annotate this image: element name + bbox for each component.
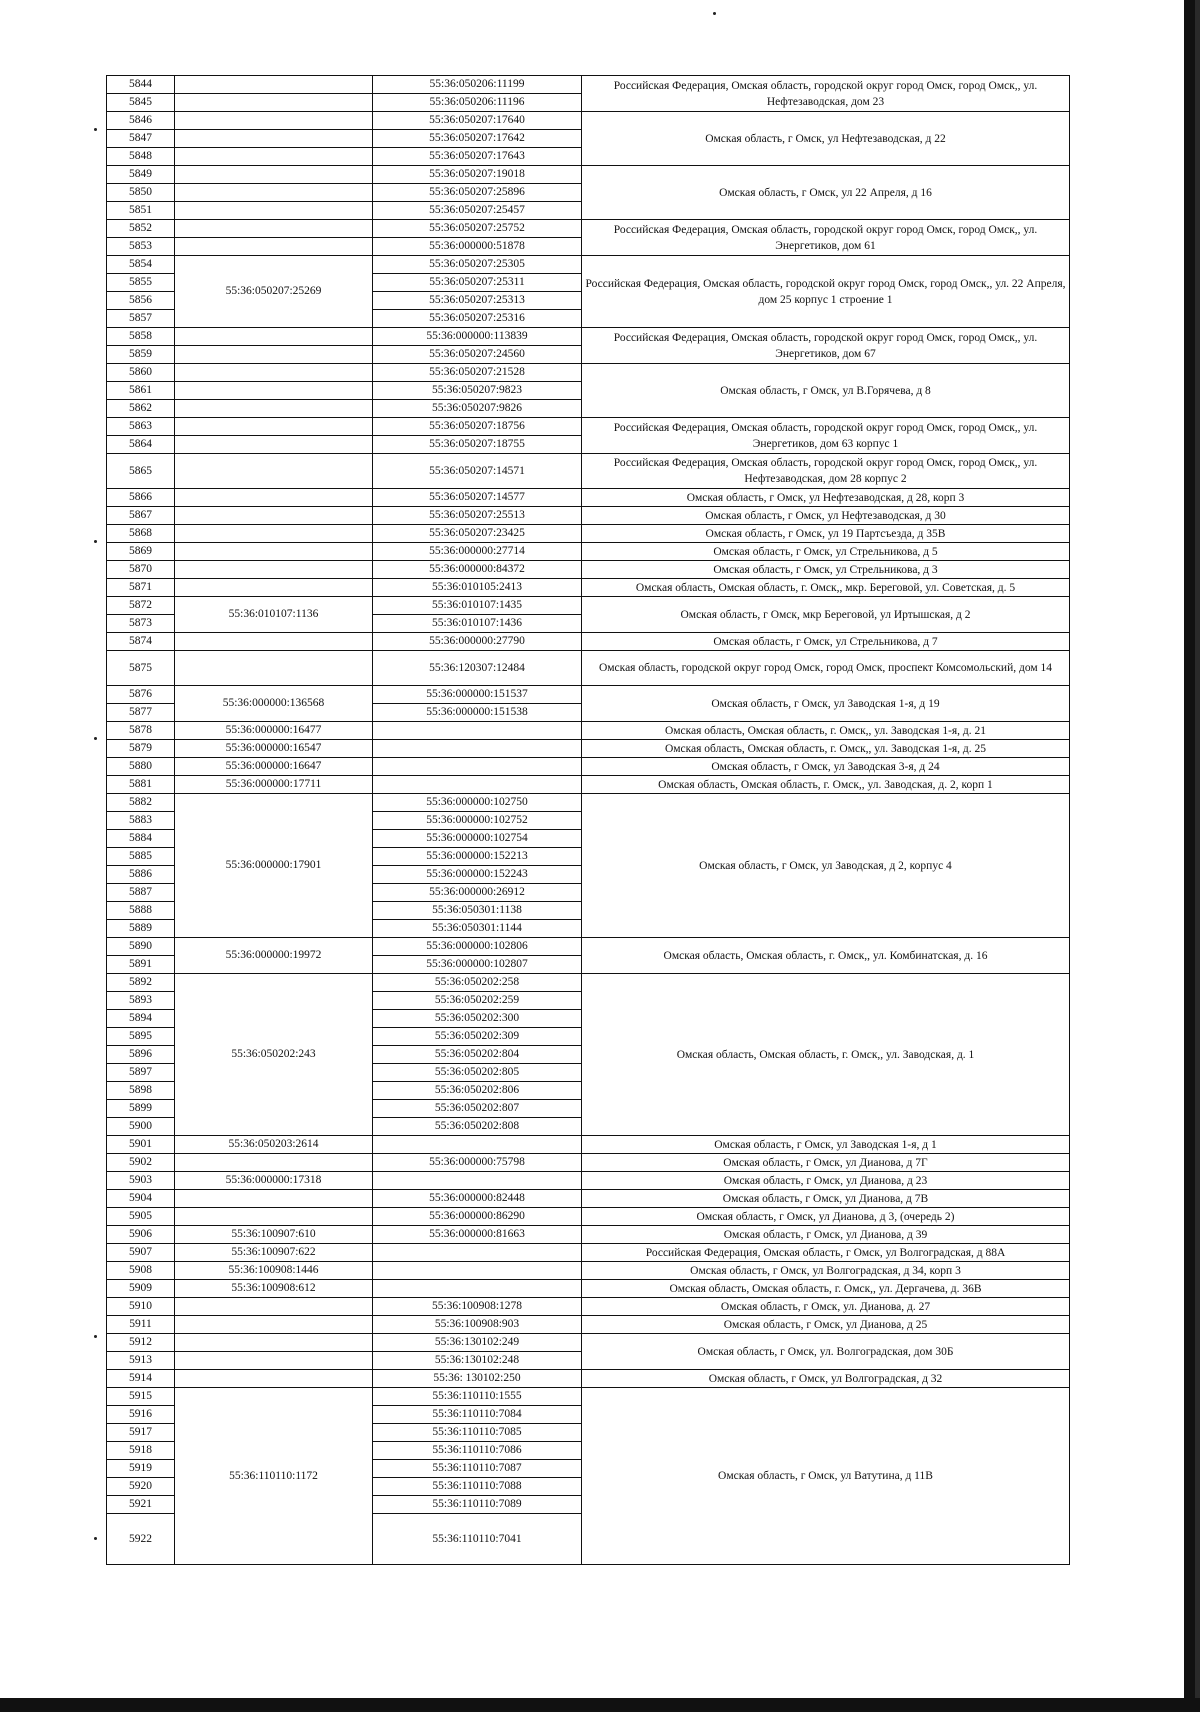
table-row [107,794,1070,812]
cadastral-number: 55:36:110110:7088 [373,1478,582,1496]
address-cell: Омская область, г Омск, ул. Волгоградская, дом 30Б [582,1334,1070,1370]
row-number: 5855 [107,274,175,292]
address-cell: Омская область, г Омск, ул Дианова, д 3, (очередь 2) [582,1208,1070,1226]
parent-cadastral-cell [175,94,373,112]
parent-cadastral-cell [175,76,373,94]
table-row [107,220,1070,238]
parent-cadastral-cell [175,1316,373,1334]
table-row [107,579,1070,597]
table-row [107,722,1070,740]
parent-cadastral-cell [175,1352,373,1370]
row-number: 5874 [107,633,175,651]
address-cell: Омская область, г Омск, ул Заводская 1-я, д 19 [582,686,1070,722]
cadastral-number: 55:36:000000:26912 [373,884,582,902]
row-number: 5908 [107,1262,175,1280]
cadastral-number: 55:36:050301:1144 [373,920,582,938]
row-number: 5888 [107,902,175,920]
row-number: 5901 [107,1136,175,1154]
row-number: 5917 [107,1424,175,1442]
row-number: 5861 [107,382,175,400]
cadastral-number: 55:36:050202:806 [373,1082,582,1100]
parent-cadastral-cell [175,202,373,220]
address-cell: Омская область, г Омск, ул Волгоградская, д 32 [582,1370,1070,1388]
row-number: 5885 [107,848,175,866]
cadastral-number: 55:36:000000:113839 [373,328,582,346]
cadastral-number: 55:36:110110:1555 [373,1388,582,1406]
row-number: 5853 [107,238,175,256]
cadastral-number: 55:36:050207:18756 [373,418,582,436]
parent-cadastral-cell [175,130,373,148]
row-number: 5848 [107,148,175,166]
row-number: 5856 [107,292,175,310]
scan-speck [94,1537,97,1540]
address-cell: Омская область, г Омск, ул Дианова, д 7В [582,1190,1070,1208]
address-cell: Омская область, г Омск, ул. Дианова, д. 27 [582,1298,1070,1316]
row-number: 5869 [107,543,175,561]
parent-cadastral-cell [175,1190,373,1208]
cadastral-number: 55:36:000000:102806 [373,938,582,956]
address-cell: Омская область, г Омск, ул 22 Апреля, д 16 [582,166,1070,220]
parent-cadastral-cell [175,1334,373,1352]
cadastral-number: 55:36:050207:25311 [373,274,582,292]
row-number: 5849 [107,166,175,184]
row-number: 5871 [107,579,175,597]
parent-cadastral-cell [175,507,373,525]
row-number: 5905 [107,1208,175,1226]
cadastral-number: 55:36:120307:12484 [373,651,582,686]
row-number: 5873 [107,615,175,633]
address-cell: Омская область, Омская область, г. Омск,, ул. Дергачева, д. 36В [582,1280,1070,1298]
row-number: 5921 [107,1496,175,1514]
cadastral-number: 55:36:050202:259 [373,992,582,1010]
row-number: 5915 [107,1388,175,1406]
table-row [107,328,1070,346]
parent-cadastral-cell [175,364,373,382]
row-number: 5865 [107,454,175,489]
address-cell: Российская Федерация, Омская область, городской округ город Омск, город Омск,, ул. Нефтезаводская, дом 28 корпус 2 [582,454,1070,489]
table-row [107,364,1070,382]
cadastral-number: 55:36:050207:25457 [373,202,582,220]
address-cell: Омская область, Омская область, г. Омск,, ул. Комбинатская, д. 16 [582,938,1070,974]
table-row [107,256,1070,274]
table-row [107,740,1070,758]
scan-speck [94,1335,97,1338]
cadastral-number: 55:36:000000:75798 [373,1154,582,1172]
row-number: 5898 [107,1082,175,1100]
parent-cadastral-cell: 55:36:050203:2614 [175,1136,373,1154]
row-number: 5878 [107,722,175,740]
cadastral-number: 55:36:000000:151538 [373,704,582,722]
cadastral-number [373,758,582,776]
cadastral-number: 55:36:050207:25896 [373,184,582,202]
row-number: 5880 [107,758,175,776]
table-row [107,1244,1070,1262]
row-number: 5858 [107,328,175,346]
address-cell: Омская область, г Омск, ул Нефтезаводская, д 28, корп 3 [582,489,1070,507]
table-row [107,561,1070,579]
cadastral-number: 55:36:000000:86290 [373,1208,582,1226]
cadastral-number: 55:36:000000:81663 [373,1226,582,1244]
table-row [107,1262,1070,1280]
row-number: 5846 [107,112,175,130]
scan-speck [94,128,97,131]
parent-cadastral-cell [175,543,373,561]
parent-cadastral-cell [175,148,373,166]
address-cell: Омская область, городской округ город Омск, город Омск, проспект Комсомольский, дом 14 [582,651,1070,686]
parent-cadastral-cell: 55:36:100907:610 [175,1226,373,1244]
parent-cadastral-cell: 55:36:000000:17901 [175,794,373,938]
scan-speck [713,12,716,15]
row-number: 5884 [107,830,175,848]
parent-cadastral-cell: 55:36:100907:622 [175,1244,373,1262]
parent-cadastral-cell: 55:36:000000:17711 [175,776,373,794]
address-cell: Омская область, Омская область, г. Омск,, ул. Заводская 1-я, д. 21 [582,722,1070,740]
parent-cadastral-cell [175,651,373,686]
cadastral-number: 55:36:000000:27790 [373,633,582,651]
cadastral-number: 55:36:000000:151537 [373,686,582,704]
cadastral-number: 55:36:050202:804 [373,1046,582,1064]
cadastral-number: 55:36:050207:25305 [373,256,582,274]
table-row [107,597,1070,615]
cadastral-number: 55:36:000000:152213 [373,848,582,866]
cadastral-number: 55:36:110110:7085 [373,1424,582,1442]
cadastral-number: 55:36:000000:102752 [373,812,582,830]
parent-cadastral-cell: 55:36:100908:612 [175,1280,373,1298]
parent-cadastral-cell: 55:36:110110:1172 [175,1388,373,1565]
row-number: 5911 [107,1316,175,1334]
cadastral-number [373,1280,582,1298]
cadastral-number: 55:36:050207:14571 [373,454,582,489]
parent-cadastral-cell: 55:36:100908:1446 [175,1262,373,1280]
address-cell: Омская область, Омская область, г. Омск,, мкр. Береговой, ул. Советская, д. 5 [582,579,1070,597]
cadastral-number: 55:36:000000:82448 [373,1190,582,1208]
parent-cadastral-cell: 55:36:050202:243 [175,974,373,1136]
cadastral-number: 55:36:000000:102807 [373,956,582,974]
table-row [107,1208,1070,1226]
parent-cadastral-cell [175,1370,373,1388]
table-row [107,1136,1070,1154]
address-cell: Омская область, Омская область, г. Омск,, ул. Заводская, д. 2, корп 1 [582,776,1070,794]
row-number: 5876 [107,686,175,704]
address-cell: Омская область, г Омск, ул Заводская 3-я, д 24 [582,758,1070,776]
cadastral-number: 55:36:050202:808 [373,1118,582,1136]
address-cell: Омская область, г Омск, ул 19 Партсъезда, д 35В [582,525,1070,543]
table-row [107,1190,1070,1208]
address-cell: Омская область, г Омск, ул Ватутина, д 11В [582,1388,1070,1565]
address-cell: Омская область, г Омск, ул В.Горячева, д 8 [582,364,1070,418]
row-number: 5910 [107,1298,175,1316]
cadastral-number: 55:36:110110:7089 [373,1496,582,1514]
parent-cadastral-cell [175,1208,373,1226]
row-number: 5845 [107,94,175,112]
table-row [107,1154,1070,1172]
row-number: 5866 [107,489,175,507]
cadastral-number: 55:36:050207:23425 [373,525,582,543]
row-number: 5875 [107,651,175,686]
table-row [107,543,1070,561]
cadastral-number: 55:36:050207:25316 [373,310,582,328]
address-cell: Российская Федерация, Омская область, городской округ город Омск, город Омск,, ул. Нефтезаводская, дом 23 [582,76,1070,112]
cadastral-number: 55:36:000000:102754 [373,830,582,848]
address-cell: Омская область, г Омск, ул Заводская 1-я, д 1 [582,1136,1070,1154]
address-cell: Российская Федерация, Омская область, г Омск, ул Волгоградская, д 88А [582,1244,1070,1262]
cadastral-number: 55:36:000000:84372 [373,561,582,579]
cadastral-number: 55:36:050206:11196 [373,94,582,112]
parent-cadastral-cell: 55:36:000000:19972 [175,938,373,974]
parent-cadastral-cell: 55:36:010107:1136 [175,597,373,633]
row-number: 5859 [107,346,175,364]
cadastral-number: 55:36:050207:17642 [373,130,582,148]
row-number: 5891 [107,956,175,974]
parent-cadastral-cell: 55:36:000000:16477 [175,722,373,740]
cadastral-number: 55:36:050207:25313 [373,292,582,310]
address-cell: Российская Федерация, Омская область, городской округ город Омск, город Омск,, ул. Энергетиков, дом 61 [582,220,1070,256]
table-row [107,1298,1070,1316]
address-cell: Омская область, г Омск, ул Стрельникова, д 3 [582,561,1070,579]
cadastral-number: 55:36:050207:25513 [373,507,582,525]
parent-cadastral-cell [175,633,373,651]
cadastral-number: 55:36:000000:152243 [373,866,582,884]
row-number: 5900 [107,1118,175,1136]
table-row [107,1280,1070,1298]
table-row [107,1388,1070,1406]
cadastral-number: 55:36: 130102:250 [373,1370,582,1388]
address-cell: Омская область, Омская область, г. Омск,, ул. Заводская, д. 1 [582,974,1070,1136]
cadastral-number [373,722,582,740]
cadastral-number [373,1136,582,1154]
cadastral-number: 55:36:110110:7084 [373,1406,582,1424]
row-number: 5896 [107,1046,175,1064]
parent-cadastral-cell: 55:36:000000:17318 [175,1172,373,1190]
row-number: 5862 [107,400,175,418]
cadastral-number: 55:36:050207:24560 [373,346,582,364]
parent-cadastral-cell [175,220,373,238]
table-row [107,489,1070,507]
address-cell: Омская область, г Омск, ул Волгоградская, д 34, корп 3 [582,1262,1070,1280]
cadastral-number: 55:36:050207:21528 [373,364,582,382]
address-cell: Омская область, г Омск, ул Дианова, д 39 [582,1226,1070,1244]
cadastral-number: 55:36:050202:805 [373,1064,582,1082]
row-number: 5897 [107,1064,175,1082]
row-number: 5863 [107,418,175,436]
cadastral-number: 55:36:010107:1435 [373,597,582,615]
row-number: 5864 [107,436,175,454]
row-number: 5913 [107,1352,175,1370]
address-cell: Омская область, г Омск, мкр Береговой, ул Иртышская, д 2 [582,597,1070,633]
row-number: 5920 [107,1478,175,1496]
cadastral-number [373,1262,582,1280]
row-number: 5883 [107,812,175,830]
cadastral-number: 55:36:050202:807 [373,1100,582,1118]
cadastral-registry-table [106,75,1070,1565]
cadastral-number: 55:36:000000:102750 [373,794,582,812]
cadastral-number: 55:36:050207:14577 [373,489,582,507]
parent-cadastral-cell [175,184,373,202]
table-row [107,974,1070,992]
parent-cadastral-cell [175,418,373,436]
row-number: 5892 [107,974,175,992]
row-number: 5882 [107,794,175,812]
table-row [107,938,1070,956]
row-number: 5870 [107,561,175,579]
cadastral-number: 55:36:050207:17643 [373,148,582,166]
address-cell: Российская Федерация, Омская область, городской округ город Омск, город Омск,, ул. Энергетиков, дом 63 корпус 1 [582,418,1070,454]
parent-cadastral-cell [175,436,373,454]
parent-cadastral-cell [175,1154,373,1172]
table-row [107,454,1070,489]
parent-cadastral-cell [175,579,373,597]
cadastral-number: 55:36:050202:309 [373,1028,582,1046]
address-cell: Омская область, г Омск, ул Стрельникова, д 7 [582,633,1070,651]
cadastral-number: 55:36:050202:300 [373,1010,582,1028]
row-number: 5903 [107,1172,175,1190]
address-cell: Омская область, г Омск, ул Нефтезаводская, д 22 [582,112,1070,166]
parent-cadastral-cell [175,454,373,489]
row-number: 5847 [107,130,175,148]
parent-cadastral-cell: 55:36:000000:16547 [175,740,373,758]
table-row [107,1370,1070,1388]
parent-cadastral-cell [175,1298,373,1316]
row-number: 5844 [107,76,175,94]
row-number: 5914 [107,1370,175,1388]
parent-cadastral-cell [175,346,373,364]
cadastral-number: 55:36:130102:248 [373,1352,582,1370]
cadastral-number [373,1172,582,1190]
cadastral-number: 55:36:000000:51878 [373,238,582,256]
cadastral-number: 55:36:010107:1436 [373,615,582,633]
cadastral-number: 55:36:050206:11199 [373,76,582,94]
row-number: 5895 [107,1028,175,1046]
table-row [107,1316,1070,1334]
scan-edge-right-inner [1195,0,1200,1712]
row-number: 5918 [107,1442,175,1460]
row-number: 5894 [107,1010,175,1028]
cadastral-number: 55:36:130102:249 [373,1334,582,1352]
cadastral-number: 55:36:050207:9823 [373,382,582,400]
parent-cadastral-cell [175,489,373,507]
cadastral-number: 55:36:010105:2413 [373,579,582,597]
address-cell: Российская Федерация, Омская область, городской округ город Омск, город Омск,, ул. Энергетиков, дом 67 [582,328,1070,364]
parent-cadastral-cell: 55:36:050207:25269 [175,256,373,328]
cadastral-number: 55:36:000000:27714 [373,543,582,561]
parent-cadastral-cell [175,525,373,543]
cadastral-number: 55:36:050207:25752 [373,220,582,238]
row-number: 5889 [107,920,175,938]
parent-cadastral-cell [175,112,373,130]
row-number: 5893 [107,992,175,1010]
table-row [107,76,1070,94]
cadastral-number [373,776,582,794]
scan-speck [94,737,97,740]
table-row [107,1334,1070,1352]
table-row [107,112,1070,130]
table-row [107,525,1070,543]
row-number: 5854 [107,256,175,274]
parent-cadastral-cell: 55:36:000000:136568 [175,686,373,722]
table-row [107,507,1070,525]
table-row [107,1172,1070,1190]
cadastral-number: 55:36:050202:258 [373,974,582,992]
parent-cadastral-cell [175,382,373,400]
address-cell: Омская область, г Омск, ул Дианова, д 23 [582,1172,1070,1190]
table-row [107,1226,1070,1244]
row-number: 5886 [107,866,175,884]
table-row [107,166,1070,184]
row-number: 5872 [107,597,175,615]
table-row [107,776,1070,794]
table-row [107,686,1070,704]
cadastral-number: 55:36:050207:9826 [373,400,582,418]
row-number: 5852 [107,220,175,238]
cadastral-number: 55:36:050207:18755 [373,436,582,454]
address-cell: Омская область, г Омск, ул Дианова, д 25 [582,1316,1070,1334]
scan-speck [94,540,97,543]
row-number: 5887 [107,884,175,902]
cadastral-number: 55:36:110110:7086 [373,1442,582,1460]
address-cell: Омская область, г Омск, ул Заводская, д 2, корпус 4 [582,794,1070,938]
row-number: 5919 [107,1460,175,1478]
row-number: 5879 [107,740,175,758]
row-number: 5881 [107,776,175,794]
parent-cadastral-cell [175,238,373,256]
cadastral-number [373,1244,582,1262]
scan-edge-bottom [0,1698,1200,1712]
row-number: 5868 [107,525,175,543]
row-number: 5922 [107,1514,175,1565]
parent-cadastral-cell [175,561,373,579]
row-number: 5860 [107,364,175,382]
table-row [107,418,1070,436]
parent-cadastral-cell: 55:36:000000:16647 [175,758,373,776]
row-number: 5912 [107,1334,175,1352]
address-cell: Омская область, Омская область, г. Омск,, ул. Заводская 1-я, д. 25 [582,740,1070,758]
table-row [107,651,1070,686]
cadastral-number: 55:36:050207:19018 [373,166,582,184]
address-cell: Омская область, г Омск, ул Стрельникова, д 5 [582,543,1070,561]
cadastral-number: 55:36:110110:7041 [373,1514,582,1565]
cadastral-number: 55:36:100908:903 [373,1316,582,1334]
cadastral-number: 55:36:100908:1278 [373,1298,582,1316]
cadastral-number: 55:36:050301:1138 [373,902,582,920]
cadastral-number [373,740,582,758]
row-number: 5906 [107,1226,175,1244]
parent-cadastral-cell [175,166,373,184]
parent-cadastral-cell [175,328,373,346]
table-row [107,758,1070,776]
row-number: 5916 [107,1406,175,1424]
row-number: 5867 [107,507,175,525]
cadastral-number: 55:36:050207:17640 [373,112,582,130]
cadastral-number: 55:36:110110:7087 [373,1460,582,1478]
row-number: 5899 [107,1100,175,1118]
row-number: 5850 [107,184,175,202]
parent-cadastral-cell [175,400,373,418]
row-number: 5857 [107,310,175,328]
row-number: 5877 [107,704,175,722]
address-cell: Омская область, г Омск, ул Нефтезаводская, д 30 [582,507,1070,525]
row-number: 5902 [107,1154,175,1172]
row-number: 5851 [107,202,175,220]
table-row [107,633,1070,651]
row-number: 5909 [107,1280,175,1298]
address-cell: Омская область, г Омск, ул Дианова, д 7Г [582,1154,1070,1172]
row-number: 5907 [107,1244,175,1262]
row-number: 5904 [107,1190,175,1208]
row-number: 5890 [107,938,175,956]
address-cell: Российская Федерация, Омская область, городской округ город Омск, город Омск,, ул. 22 Апреля, дом 25 корпус 1 строение 1 [582,256,1070,328]
